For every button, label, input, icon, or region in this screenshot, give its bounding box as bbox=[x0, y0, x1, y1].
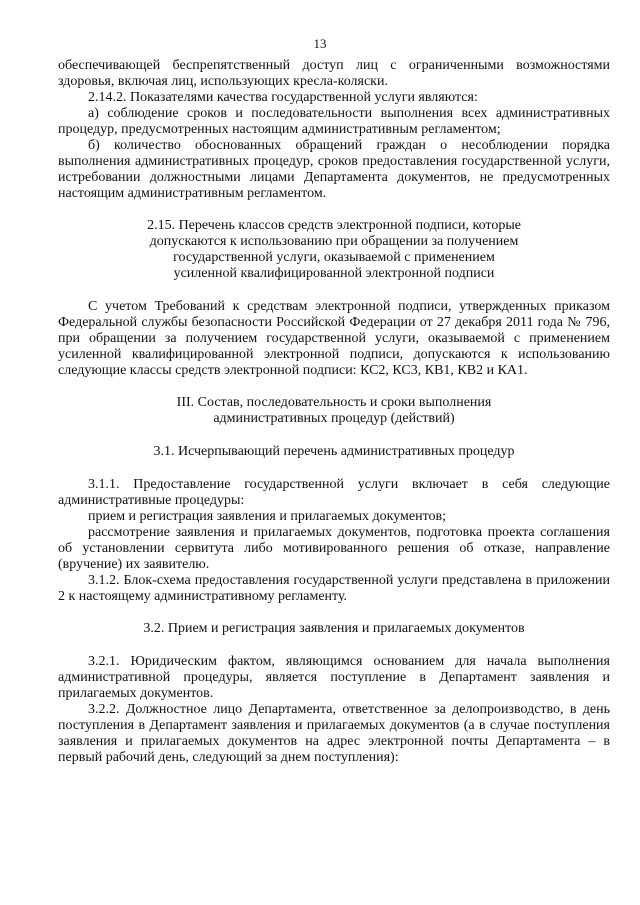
paragraph: обеспечивающей беспрепятственный доступ лиц с ограниченными возможностями здоровья, включая лиц, использующих кресла-коляски. bbox=[58, 58, 610, 89]
heading-line: допускаются к использованию при обращении за получением bbox=[149, 234, 519, 249]
document-body bbox=[58, 58, 610, 766]
paragraph: С учетом Требований к средствам электронной подписи, утвержденных приказом Федеральной службы безопасности Российской Федерации от 27 декабря 2011 года № 796, при обращении за получением государственной услуги, оказываемой с применением усиленной квалифицированной электронной подписи, допускаются к использованию следующие классы средств электронной подписи: КС2, КС3, КВ1, КВ2 и КА1. bbox=[58, 299, 610, 378]
paragraph: рассмотрение заявления и прилагаемых документов, подготовка проекта соглашения об установлении сервитута либо мотивированного решения об отказе, направление (вручение) их заявителю. bbox=[58, 525, 610, 572]
paragraph: 3.1.2. Блок-схема предоставления государственной услуги представлена в приложении 2 к настоящему административному регламенту. bbox=[58, 573, 610, 604]
paragraph: 3.2.1. Юридическим фактом, являющимся основанием для начала выполнения административной процедуры, является поступление в Департамент заявления и прилагаемых документов. bbox=[58, 654, 610, 701]
section-heading bbox=[58, 395, 610, 427]
paragraph: б) количество обоснованных обращений граждан о несоблюдении порядка выполнения административных процедур, сроков предоставления государственной услуги, истребовании должностными лицами Департамента документов, не предусмотренных настоящим административным регламентом. bbox=[58, 138, 610, 201]
section-heading bbox=[58, 444, 610, 460]
heading-line: государственной услуги, оказываемой с применением bbox=[173, 250, 495, 265]
heading-line: III. Состав, последовательность и сроки выполнения bbox=[176, 395, 492, 410]
heading-line: 2.15. Перечень классов средств электронной подписи, которые bbox=[147, 218, 521, 233]
paragraph: 2.14.2. Показателями качества государственной услуги являются: bbox=[88, 90, 478, 105]
paragraph: прием и регистрация заявления и прилагаемых документов; bbox=[88, 509, 447, 524]
paragraph: а) соблюдение сроков и последовательности выполнения всех административных процедур, предусмотренных настоящим административным регламентом; bbox=[58, 106, 610, 137]
paragraph: 3.1.1. Предоставление государственной услуги включает в себя следующие административные процедуры: bbox=[58, 477, 610, 508]
heading-line: 3.2. Прием и регистрация заявления и прилагаемых документов bbox=[143, 621, 525, 636]
section-heading bbox=[58, 218, 610, 282]
heading-line: усиленной квалифицированной электронной подписи bbox=[173, 266, 495, 281]
page-number: 13 bbox=[313, 36, 327, 51]
heading-line: административных процедур (действий) bbox=[213, 411, 455, 426]
paragraph: 3.2.2. Должностное лицо Департамента, ответственное за делопроизводство, в день поступления в Департамент заявления и прилагаемых документов (а в случае поступления заявления и прилагаемых документов на адрес электронной почты Департамента – в первый рабочий день, следующий за днем поступления): bbox=[58, 702, 610, 765]
section-heading bbox=[58, 621, 610, 637]
heading-line: 3.1. Исчерпывающий перечень административных процедур bbox=[153, 444, 515, 459]
